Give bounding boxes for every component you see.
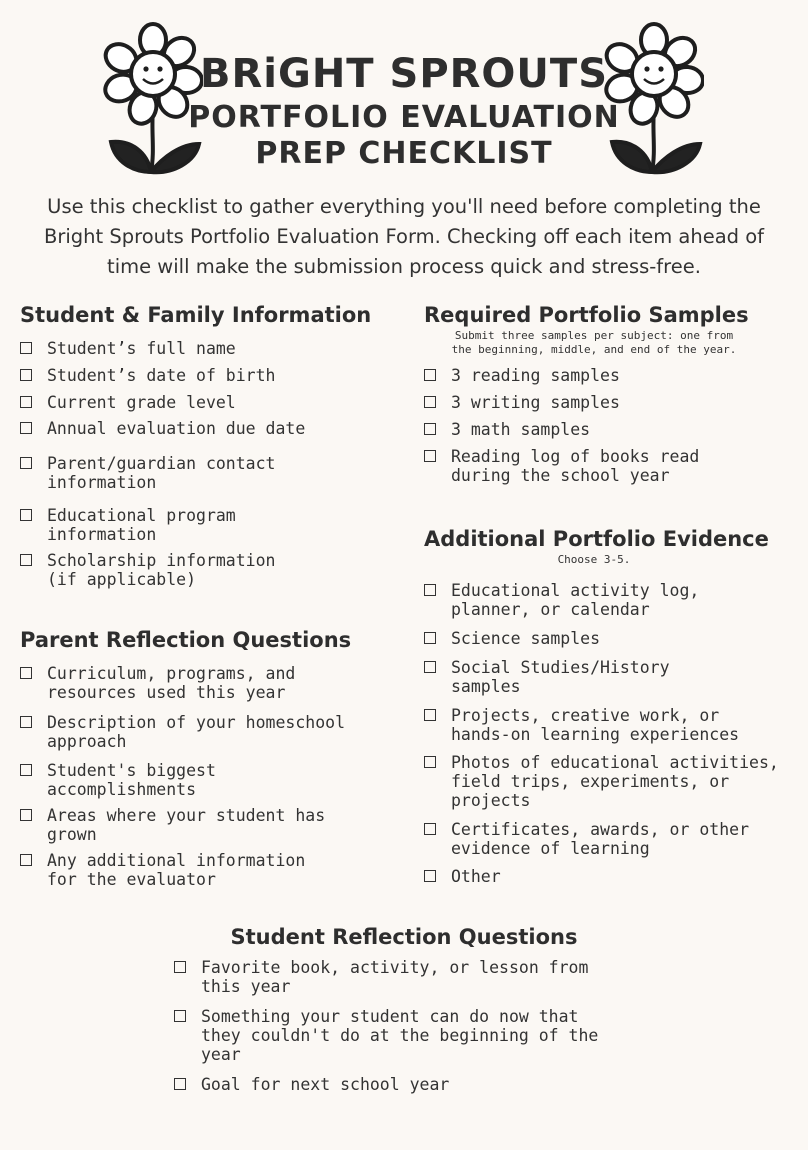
checklist-item[interactable]: Science samples bbox=[424, 629, 600, 648]
checkbox-icon[interactable] bbox=[20, 422, 32, 434]
checkbox-icon[interactable] bbox=[20, 396, 32, 408]
subtitle-line-2: PREP CHECKLIST bbox=[255, 136, 553, 171]
checkbox-icon[interactable] bbox=[174, 961, 186, 973]
checklist-item[interactable]: Educational activity log, planner, or calendar bbox=[424, 581, 699, 619]
section-title: Required Portfolio Samples bbox=[424, 303, 749, 327]
checklist-item[interactable]: Areas where your student has grown bbox=[20, 806, 325, 844]
checklist-item[interactable]: 3 reading samples bbox=[424, 366, 620, 385]
checkbox-icon[interactable] bbox=[20, 457, 32, 469]
checkbox-icon[interactable] bbox=[174, 1010, 186, 1022]
checkbox-icon[interactable] bbox=[424, 396, 436, 408]
checkbox-icon[interactable] bbox=[424, 632, 436, 644]
checklist-item[interactable]: Educational program information bbox=[20, 506, 236, 544]
checklist-item[interactable]: Parent/guardian contact information bbox=[20, 454, 275, 492]
brand-title: BRiGHT SPROUTS bbox=[199, 51, 609, 97]
section-parent-reflection bbox=[20, 628, 400, 889]
checkbox-icon[interactable] bbox=[20, 369, 32, 381]
checkbox-icon[interactable] bbox=[424, 756, 436, 768]
checkbox-icon[interactable] bbox=[424, 661, 436, 673]
checklist-item[interactable]: Any additional information for the evaluator bbox=[20, 851, 305, 889]
section-additional-evidence bbox=[424, 527, 804, 886]
checklist-item[interactable]: Something your student can do now that they couldn't do at the beginning of the year bbox=[174, 1007, 598, 1064]
checklist-item[interactable]: 3 writing samples bbox=[424, 393, 620, 412]
section-student-family bbox=[20, 303, 400, 589]
section-title: Student Reflection Questions bbox=[230, 925, 578, 949]
checkbox-icon[interactable] bbox=[20, 509, 32, 521]
checklist-item[interactable]: Student's biggest accomplishments bbox=[20, 761, 216, 799]
intro-paragraph: Use this checklist to gather everything you'll need before completing the Bright Sprouts Portfolio Evaluation Form. Checking off each item ahead of time will make the submission process quick and stress-free. bbox=[43, 195, 765, 278]
checklist-item[interactable]: Curriculum, programs, and resources used this year bbox=[20, 664, 295, 702]
section-note: Submit three samples per subject: one from the beginning, middle, and end of the year. bbox=[451, 329, 737, 356]
checklist-item[interactable]: Goal for next school year bbox=[174, 1075, 449, 1094]
section-required-samples bbox=[424, 303, 804, 485]
checklist-item[interactable]: Social Studies/History samples bbox=[424, 658, 670, 696]
checkbox-icon[interactable] bbox=[20, 554, 32, 566]
checkbox-icon[interactable] bbox=[20, 342, 32, 354]
checkbox-icon[interactable] bbox=[424, 870, 436, 882]
checkbox-icon[interactable] bbox=[424, 423, 436, 435]
checklist-item[interactable]: Student’s date of birth bbox=[20, 366, 275, 385]
section-title: Parent Reflection Questions bbox=[20, 628, 352, 652]
section-student-reflection bbox=[174, 925, 634, 1094]
checkbox-icon[interactable] bbox=[424, 584, 436, 596]
checklist-item[interactable]: Projects, creative work, or hands-on learning experiences bbox=[424, 706, 739, 744]
section-title: Student & Family Information bbox=[20, 303, 372, 327]
checklist-item[interactable]: Annual evaluation due date bbox=[20, 419, 305, 438]
checkbox-icon[interactable] bbox=[20, 764, 32, 776]
checkbox-icon[interactable] bbox=[20, 854, 32, 866]
checklist-item[interactable]: Photos of educational activities, field trips, experiments, or projects bbox=[424, 753, 779, 810]
checkbox-icon[interactable] bbox=[424, 369, 436, 381]
checkbox-icon[interactable] bbox=[424, 709, 436, 721]
checklist-item[interactable]: Other bbox=[424, 867, 501, 886]
checklist-item[interactable]: Reading log of books read during the school year bbox=[424, 447, 699, 485]
checklist-item[interactable]: Scholarship information (if applicable) bbox=[20, 551, 275, 589]
checkbox-icon[interactable] bbox=[20, 716, 32, 728]
checkbox-icon[interactable] bbox=[424, 823, 436, 835]
section-note: Choose 3-5. bbox=[557, 553, 631, 566]
subtitle-line-1: PORTFOLIO EVALUATION bbox=[188, 100, 620, 135]
section-title: Additional Portfolio Evidence bbox=[424, 527, 769, 551]
checkbox-icon[interactable] bbox=[424, 450, 436, 462]
checklist-item[interactable]: Favorite book, activity, or lesson from this year bbox=[174, 958, 588, 996]
checkbox-icon[interactable] bbox=[20, 809, 32, 821]
checklist-item[interactable]: Description of your homeschool approach bbox=[20, 713, 345, 751]
checklist-item[interactable]: 3 math samples bbox=[424, 420, 590, 439]
checklist-item[interactable]: Student’s full name bbox=[20, 339, 236, 358]
checklist-item[interactable]: Certificates, awards, or other evidence of learning bbox=[424, 820, 749, 858]
checkbox-icon[interactable] bbox=[20, 667, 32, 679]
checklist-item[interactable]: Current grade level bbox=[20, 393, 236, 412]
header bbox=[0, 48, 808, 172]
checkbox-icon[interactable] bbox=[174, 1078, 186, 1090]
